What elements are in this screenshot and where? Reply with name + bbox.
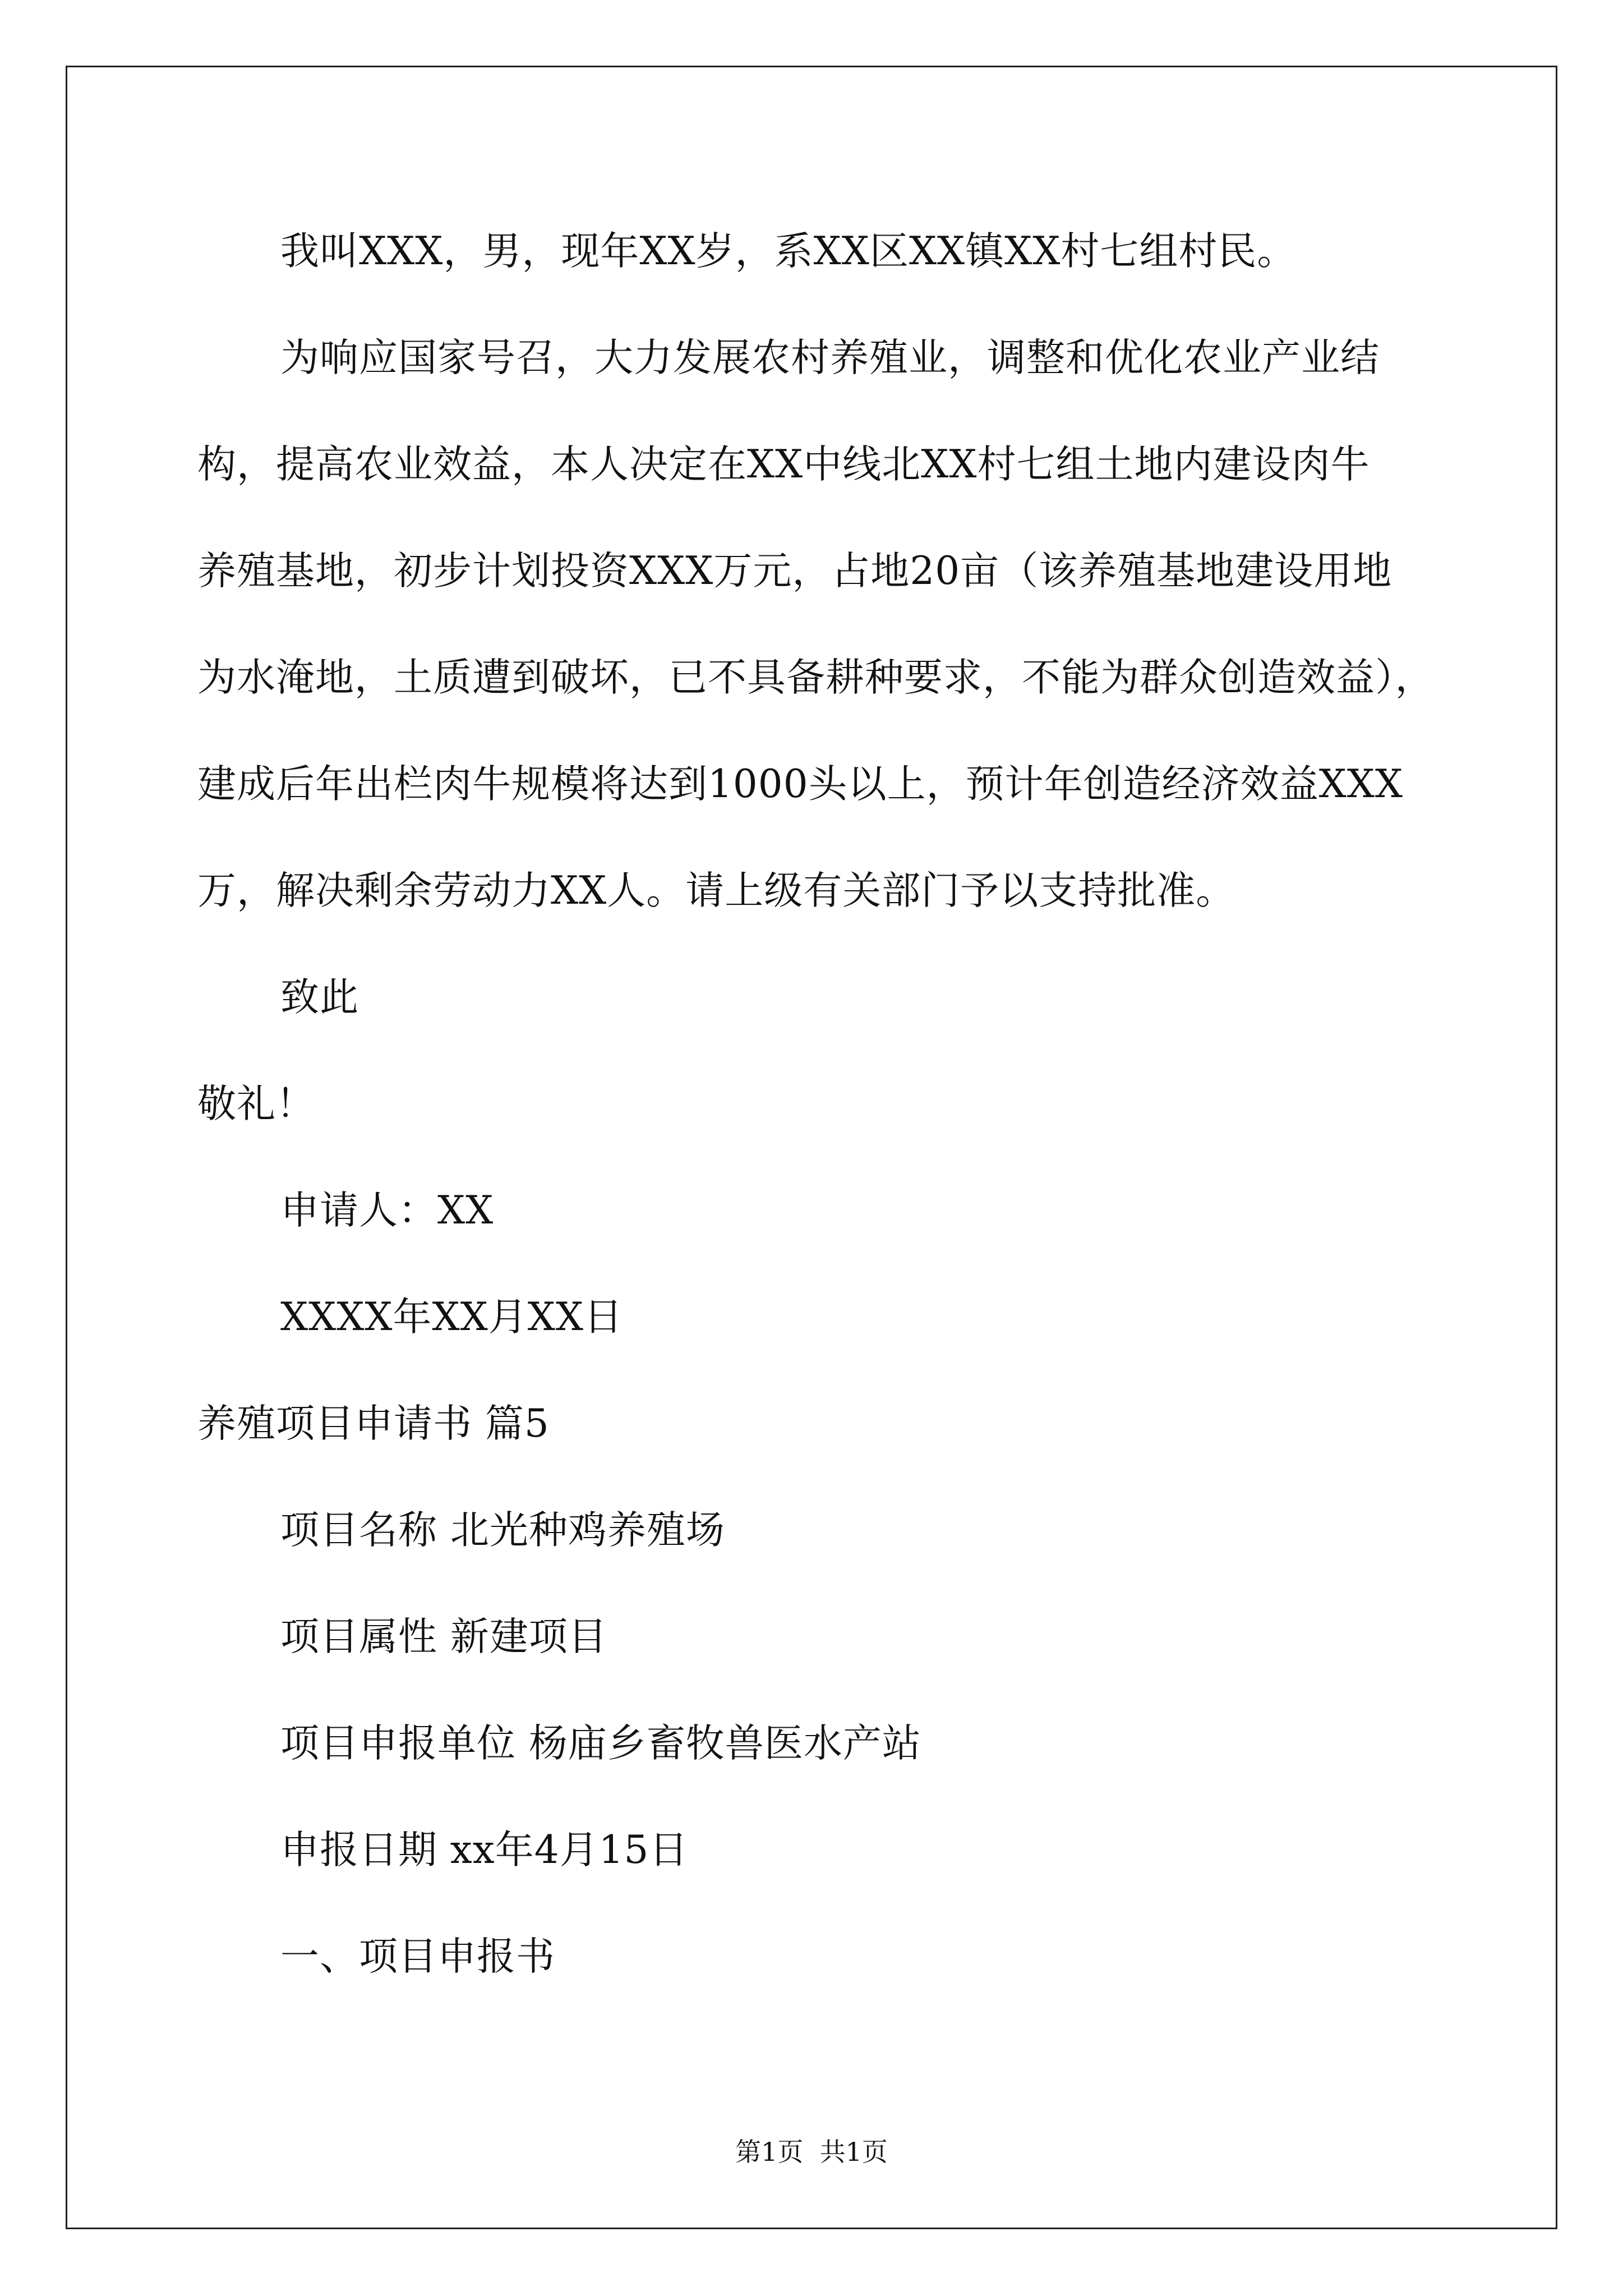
project-applicant-unit: 项目申报单位 杨庙乡畜牧兽医水产站 [280,1721,921,1766]
project-name: 项目名称 北光种鸡养殖场 [280,1508,725,1553]
paragraph-body-line-1: 为响应国家号召，大力发展农村养殖业，调整和优化农业产业结 [280,335,1380,380]
section-title: 养殖项目申请书 篇5 [197,1401,550,1446]
page-number-footer: 第1页 共1页 [735,2137,888,2167]
page-border [66,66,1557,2229]
paragraph-intro: 我叫XXX，男，现年XX岁，系XX区XX镇XX村七组村民。 [280,229,1297,274]
paragraph-body-line-4: 为水淹地，土质遭到破坏，已不具备耕种要求，不能为群众创造效益）， [197,655,1435,700]
subsection-heading: 一、项目申报书 [280,1934,555,1979]
paragraph-body-line-6: 万，解决剩余劳动力XX人。请上级有关部门予以支持批准。 [197,868,1235,913]
paragraph-body-line-3: 养殖基地，初步计划投资XXX万元，占地20亩（该养殖基地建设用地 [197,549,1393,593]
applicant-signature: 申请人：XX [280,1188,494,1233]
closing-salutation: 致此 [280,975,359,1020]
paragraph-body-line-5: 建成后年出栏肉牛规模将达到1000头以上，预计年创造经济效益XXX [197,762,1403,807]
closing-respect: 敬礼！ [197,1082,315,1126]
paragraph-body-line-2: 构，提高农业效益，本人决定在XX中线北XX村七组土地内建设肉牛 [197,442,1370,487]
project-attribute: 项目属性 新建项目 [280,1614,607,1659]
application-date: XXXX年XX月XX日 [280,1295,623,1340]
project-application-date: 申报日期 xx年4月15日 [280,1828,689,1872]
